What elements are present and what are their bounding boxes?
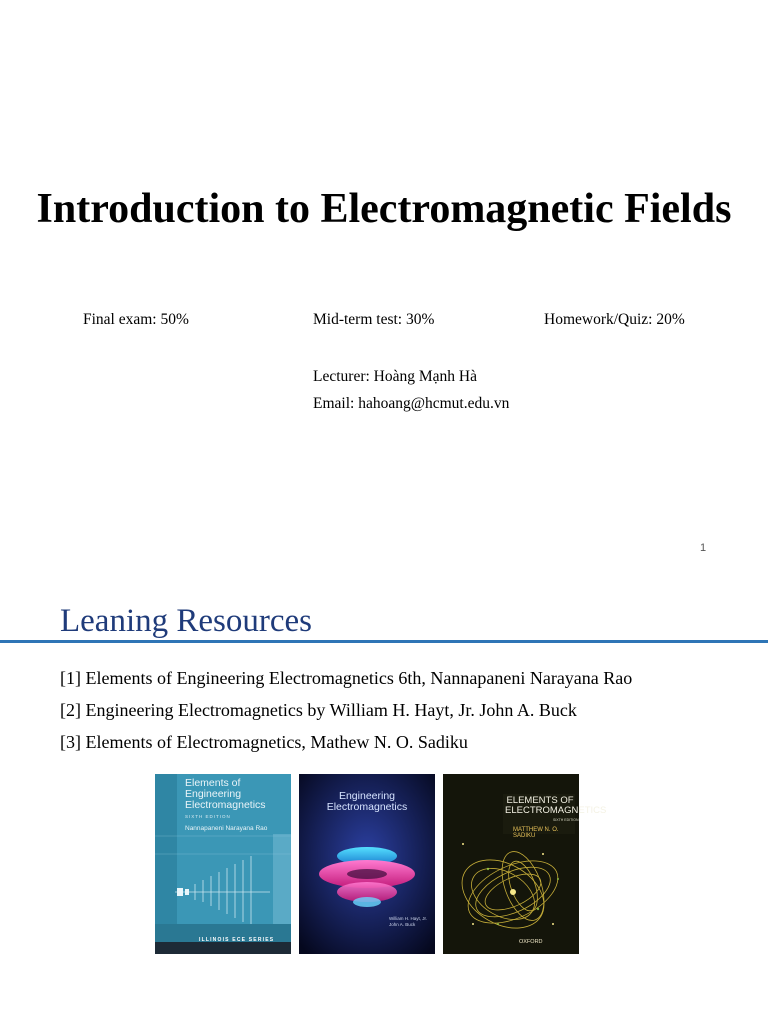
course-title: Introduction to Electromagnetic Fields	[36, 186, 732, 232]
book-cover-sadiku	[443, 774, 607, 954]
book-cover-hayt	[299, 774, 435, 954]
reference-item: [3] Elements of Electromagnetics, Mathew N. O. Sadiku	[60, 732, 468, 752]
midterm-weight: Mid-term test: 30%	[313, 311, 435, 328]
book-title: Elements of Engineering Electromagnetics	[185, 777, 266, 811]
book-author: MATTHEW N. O. SADIKU	[513, 827, 559, 839]
homework-weight: Homework/Quiz: 20%	[544, 311, 685, 328]
section-divider	[0, 640, 768, 643]
reference-item: [2] Engineering Electromagnetics by William H. Hayt, Jr. John A. Buck	[60, 700, 577, 720]
book-cover-rao	[155, 774, 291, 954]
section-title: Leaning Resources	[60, 603, 312, 639]
reference-item: [1] Elements of Engineering Electromagnetics 6th, Nannapaneni Narayana Rao	[60, 668, 633, 688]
book-author: William H. Hayt, Jr. John A. Buck	[389, 916, 428, 927]
book-title: Engineering Electromagnetics	[326, 790, 408, 813]
book-edition: SIXTH EDITION	[185, 814, 231, 819]
book-series: ILLINOIS ECE SERIES	[199, 937, 275, 943]
book-title: ELEMENTS OF ELECTROMAGNETICS	[505, 795, 607, 816]
book-edition: SIXTH EDITION	[553, 818, 579, 822]
lecturer-name: Lecturer: Hoàng Mạnh Hà	[313, 368, 477, 385]
lecturer-email: Email: hahoang@hcmut.edu.vn	[313, 395, 510, 412]
book-publisher: OXFORD	[519, 939, 543, 945]
book-author: Nannapaneni Narayana Rao	[185, 825, 268, 832]
final-exam-weight: Final exam: 50%	[83, 311, 189, 328]
page-number: 1	[700, 542, 707, 554]
